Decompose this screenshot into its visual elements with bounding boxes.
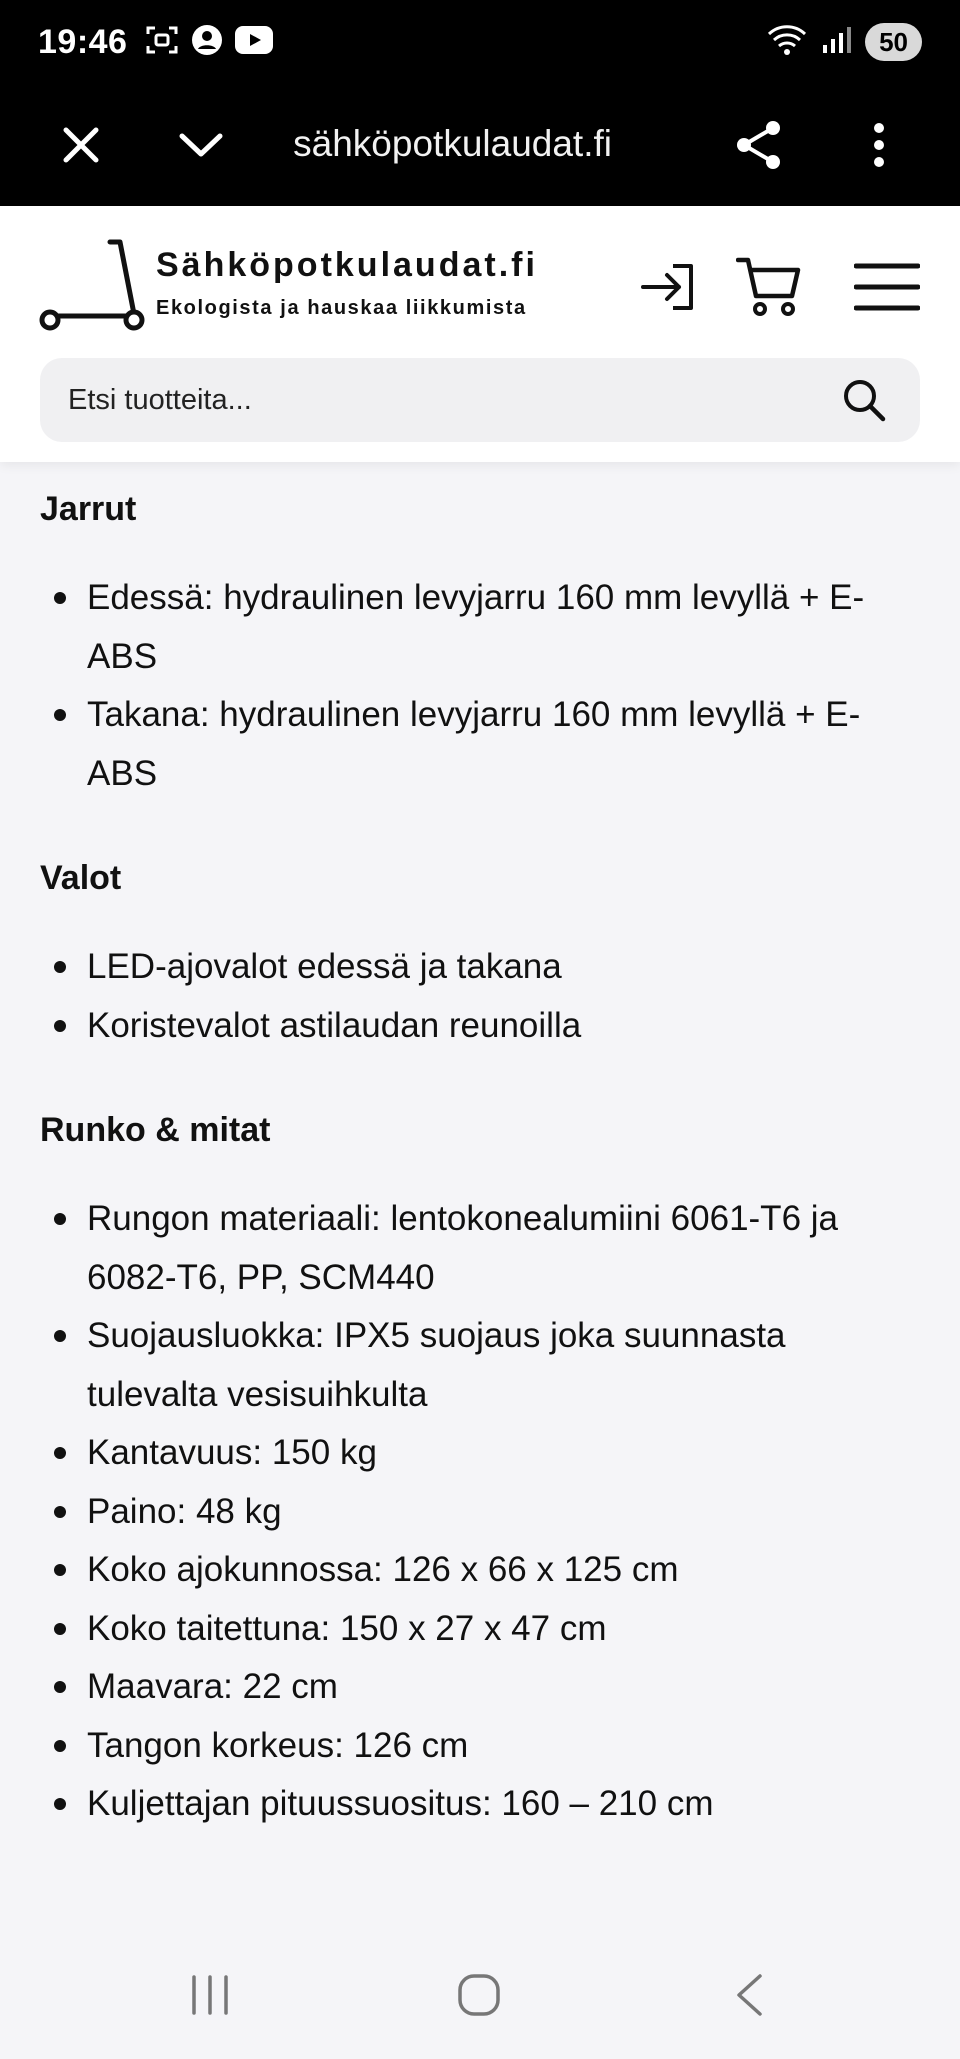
search-icon[interactable] xyxy=(836,372,892,428)
spec-list xyxy=(40,938,920,1055)
list-item: Suojausluokka: IPX5 suojaus joka suunnasta tulevalta vesisuihkulta xyxy=(40,1307,920,1424)
list-item: Maavara: 22 cm xyxy=(40,1658,920,1717)
list-item: Tangon korkeus: 126 cm xyxy=(40,1717,920,1776)
list-item: Koristevalot astilaudan reunoilla xyxy=(40,997,920,1056)
list-item: Koko ajokunnossa: 126 x 66 x 125 cm xyxy=(40,1541,920,1600)
spec-list xyxy=(40,1190,920,1834)
product-specs xyxy=(40,490,920,1890)
list-item: LED-ajovalot edessä ja takana xyxy=(40,938,920,997)
spec-list xyxy=(40,569,920,803)
login-icon[interactable] xyxy=(633,252,703,322)
menu-icon[interactable] xyxy=(852,252,922,322)
share-icon[interactable] xyxy=(726,112,792,178)
system-nav-bar xyxy=(0,1926,960,2059)
spec-section-frame xyxy=(40,1111,920,1834)
brand[interactable] xyxy=(156,246,538,320)
list-item: Kantavuus: 150 kg xyxy=(40,1424,920,1483)
recent-apps-icon[interactable] xyxy=(175,1960,245,2030)
spec-section-lights xyxy=(40,859,920,1055)
section-title: Runko & mitat xyxy=(40,1111,271,1149)
chevron-down-icon[interactable] xyxy=(168,112,234,178)
home-icon[interactable] xyxy=(444,1960,514,2030)
spec-section-brakes xyxy=(40,490,920,803)
list-item: Edessä: hydraulinen levyjarru 160 mm levyllä + E-ABS xyxy=(40,569,920,686)
battery-indicator: 50 xyxy=(865,23,922,61)
brand-tagline: Ekologista ja hauskaa liikkumista xyxy=(156,297,527,319)
list-item: Takana: hydraulinen levyjarru 160 mm levyllä + E-ABS xyxy=(40,686,920,803)
browser-toolbar xyxy=(0,84,960,206)
back-icon[interactable] xyxy=(714,1960,784,2030)
account-icon xyxy=(191,24,223,61)
url-text: sähköpotkulaudat.fi xyxy=(293,123,612,164)
search-bar xyxy=(40,358,920,442)
list-item: Rungon materiaali: lentokonealumiini 6061-T6 ja 6082-T6, PP, SCM440 xyxy=(40,1190,920,1307)
list-item: Paino: 48 kg xyxy=(40,1483,920,1542)
status-bar xyxy=(0,0,960,84)
signal-icon xyxy=(821,25,851,60)
status-time: 19:46 xyxy=(38,22,128,61)
cart-icon[interactable] xyxy=(734,252,804,322)
scooter-logo-icon[interactable] xyxy=(38,234,148,340)
url-bar[interactable] xyxy=(290,114,620,174)
site-header xyxy=(0,206,960,462)
close-icon[interactable] xyxy=(48,112,114,178)
section-title: Valot xyxy=(40,859,122,897)
brand-name: Sähköpotkulaudat.fi xyxy=(156,246,538,284)
screenshot-icon xyxy=(145,25,179,60)
youtube-icon xyxy=(235,26,273,59)
wifi-icon xyxy=(767,24,807,61)
list-item: Kuljettajan pituussuositus: 160 – 210 cm xyxy=(40,1775,920,1834)
section-title: Jarrut xyxy=(40,490,137,528)
search-input[interactable] xyxy=(68,384,836,417)
list-item: Koko taitettuna: 150 x 27 x 47 cm xyxy=(40,1600,920,1659)
more-vertical-icon[interactable] xyxy=(846,112,912,178)
